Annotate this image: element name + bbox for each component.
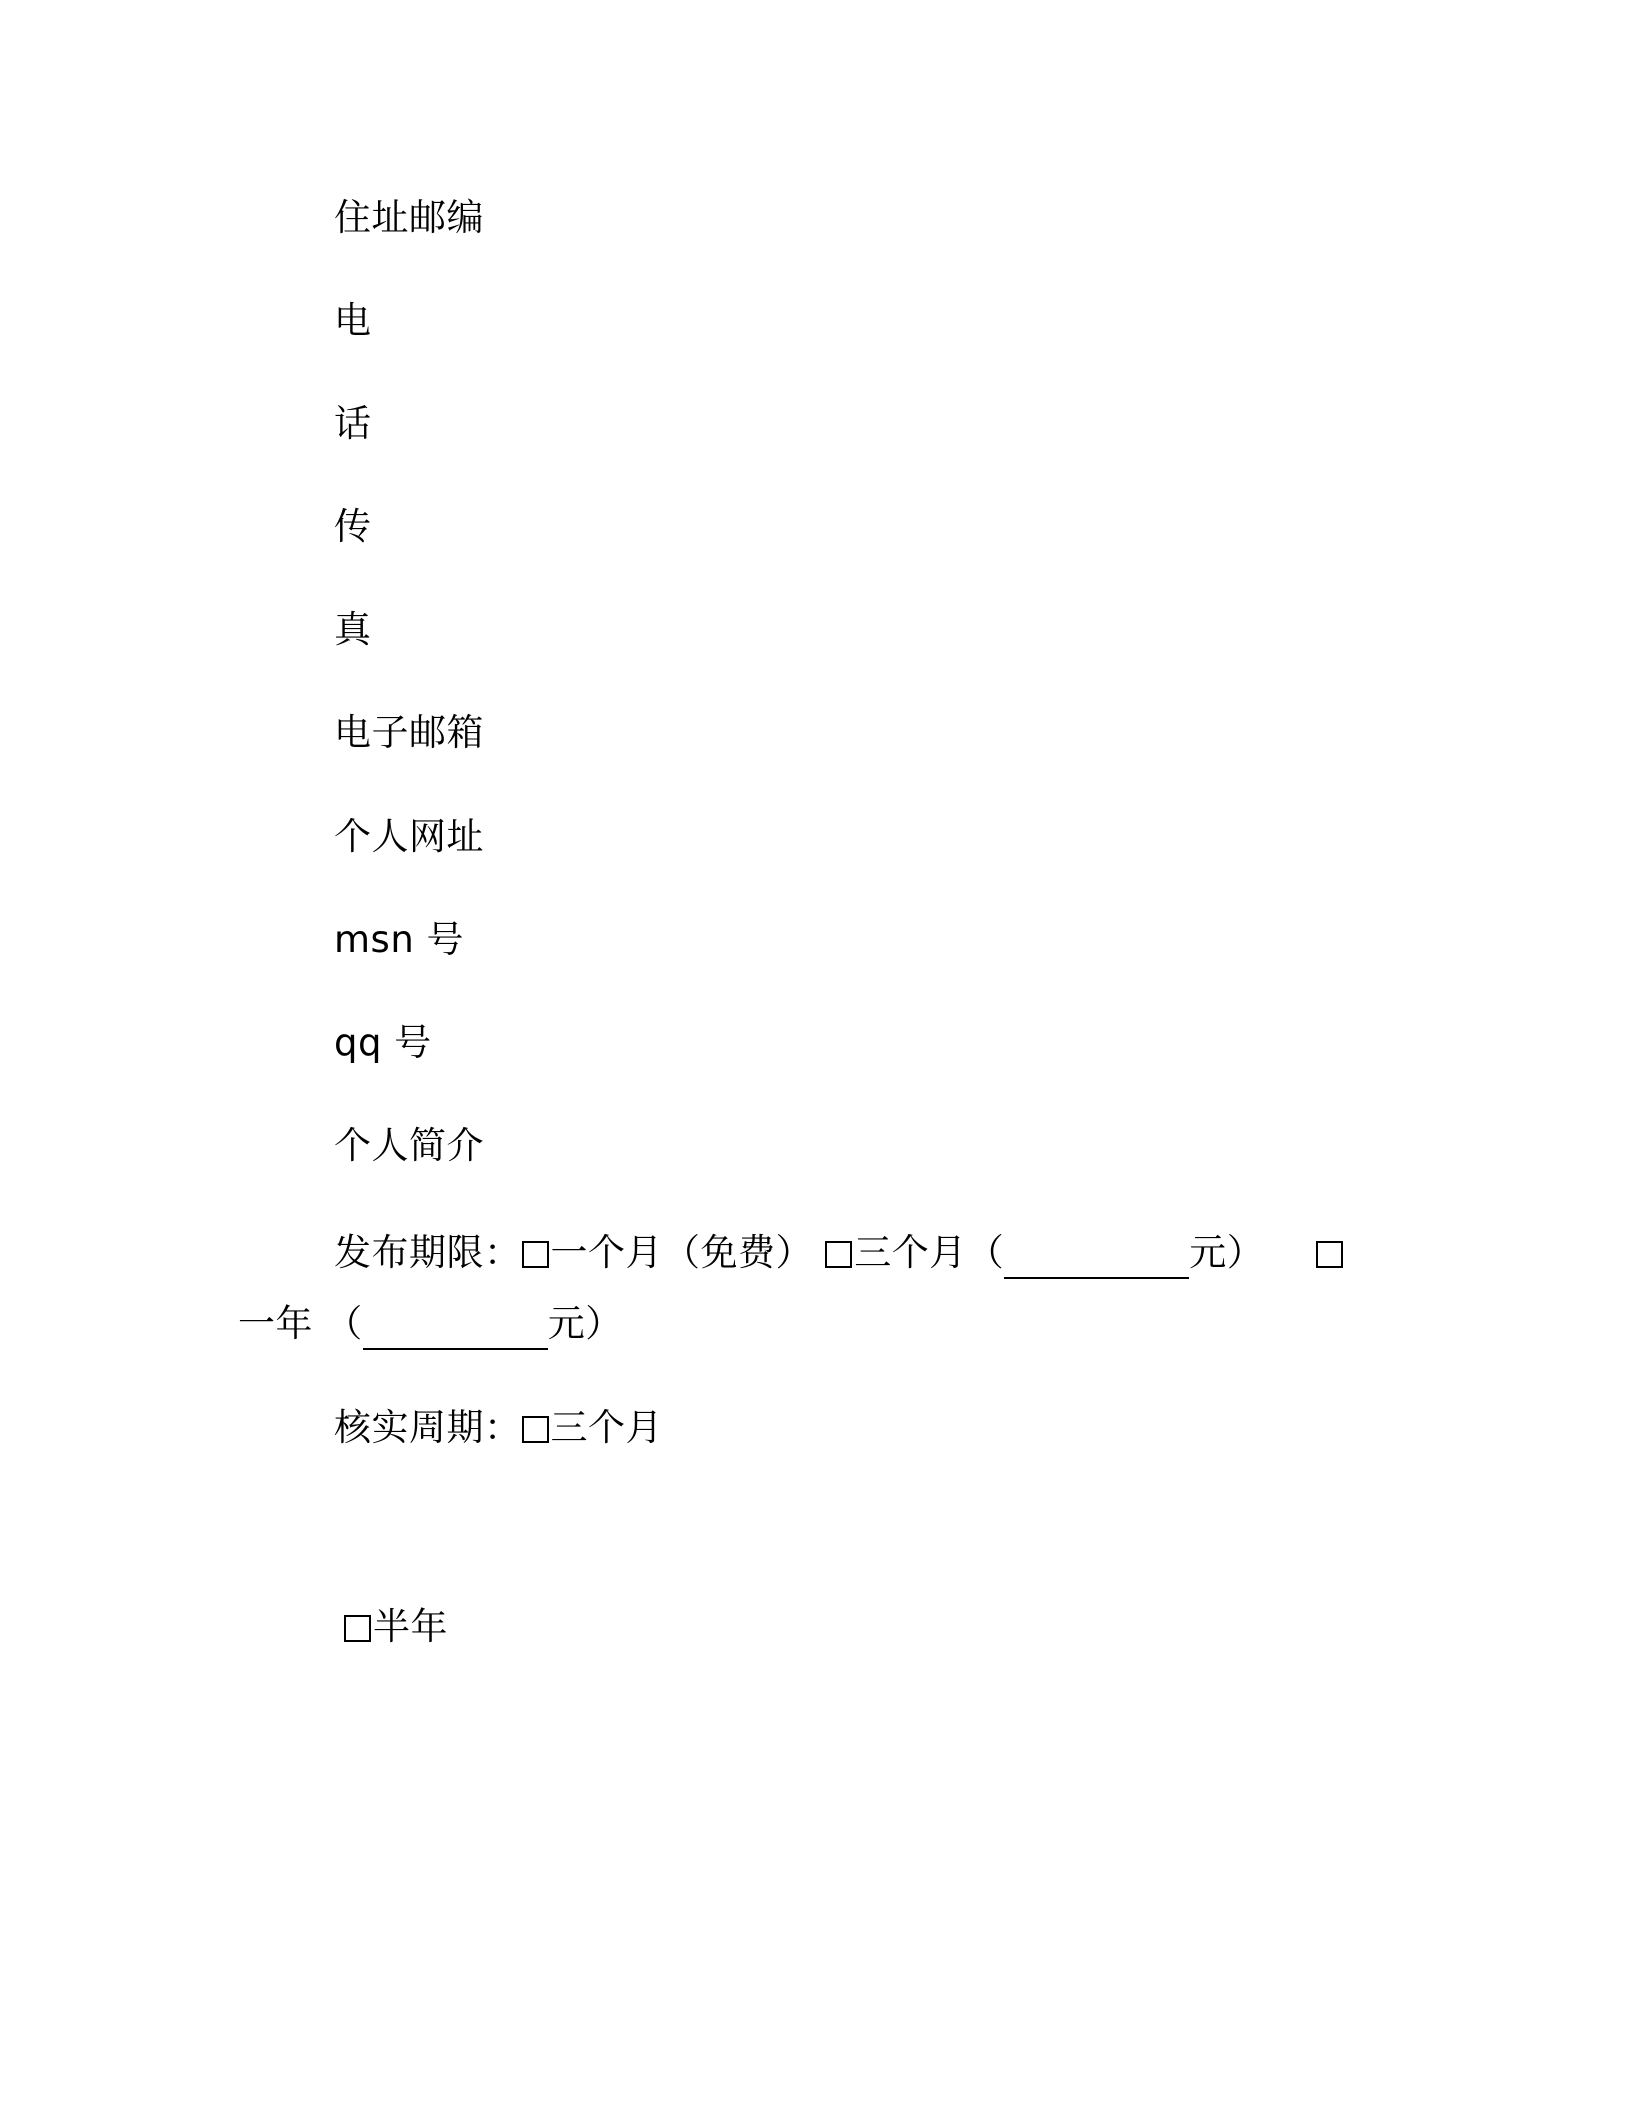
- field-label-msn: msn 号: [334, 918, 465, 961]
- verify-cycle-label: 核实周期：: [334, 1406, 522, 1449]
- field-label-profile: 个人简介: [334, 1124, 484, 1167]
- checkbox-three-months[interactable]: [825, 1241, 852, 1268]
- field-label-fax-1: 传: [334, 505, 372, 548]
- checkbox-verify-half-year[interactable]: [344, 1615, 371, 1642]
- three-months-price-blank[interactable]: [1004, 1233, 1189, 1279]
- publish-term-row-continued: [238, 1302, 623, 1350]
- option-three-months-suffix: 元）: [1189, 1231, 1265, 1274]
- checkbox-one-month[interactable]: [522, 1241, 549, 1268]
- field-label-fax-2: 真: [334, 608, 372, 651]
- option-one-year: 一年: [238, 1302, 313, 1345]
- field-label-address-postcode: 住址邮编: [334, 196, 484, 239]
- option-one-month-free: 一个月（免费）: [550, 1231, 813, 1274]
- one-year-price-blank[interactable]: [363, 1304, 548, 1350]
- option-one-year-suffix: 元）: [547, 1302, 623, 1345]
- checkbox-one-year-wrap: [1316, 1231, 1345, 1275]
- option-one-year-prefix: （: [325, 1302, 363, 1345]
- field-label-qq: qq 号: [334, 1021, 432, 1064]
- option-three-months-prefix: 三个月（: [854, 1231, 1005, 1274]
- field-label-personal-website: 个人网址: [334, 815, 484, 858]
- option-verify-three-months: 三个月: [550, 1406, 663, 1449]
- publish-term-row: [334, 1231, 1264, 1279]
- verify-cycle-row: [334, 1406, 663, 1450]
- field-label-phone-2: 话: [334, 402, 372, 445]
- checkbox-verify-three-months[interactable]: [522, 1416, 549, 1443]
- verify-half-year-row: [344, 1605, 448, 1649]
- field-label-email: 电子邮箱: [334, 711, 484, 754]
- field-label-phone-1: 电: [334, 299, 372, 342]
- option-verify-half-year: 半年: [373, 1605, 448, 1648]
- publish-term-label: 发布期限：: [334, 1231, 522, 1274]
- checkbox-one-year[interactable]: [1316, 1241, 1343, 1268]
